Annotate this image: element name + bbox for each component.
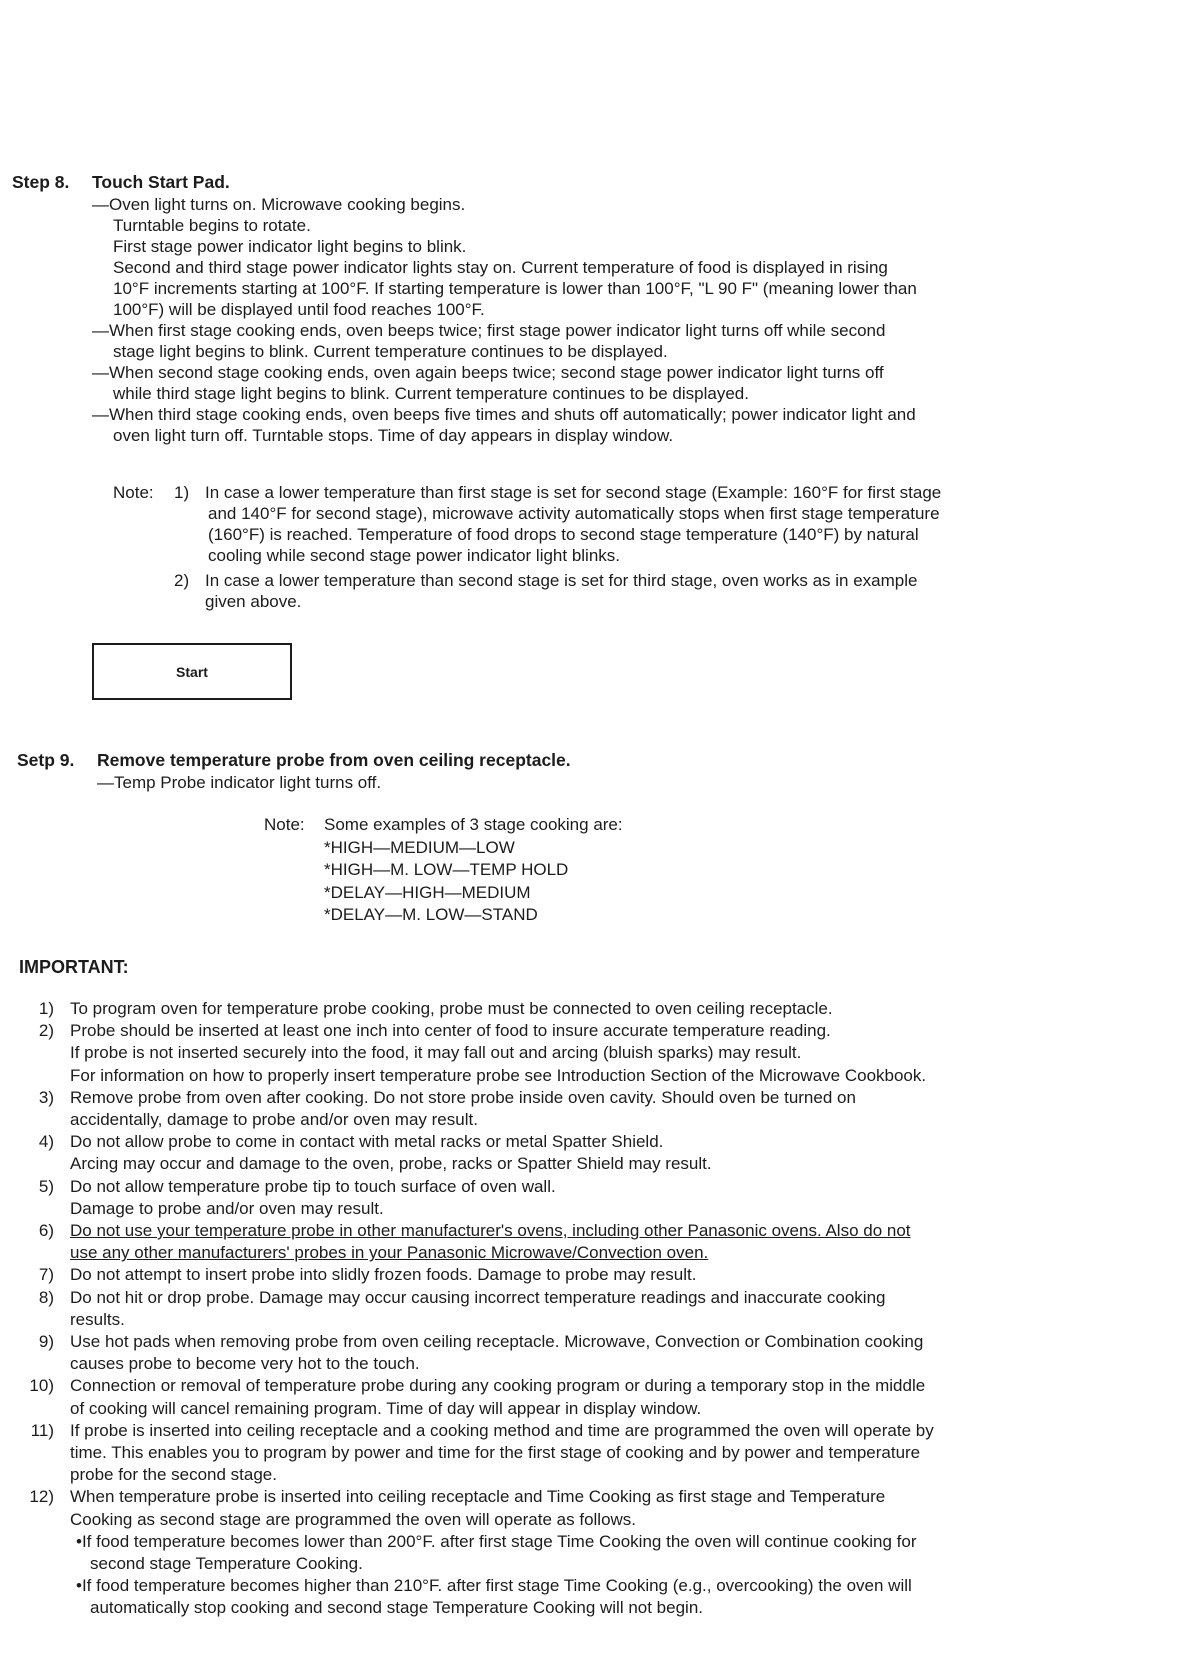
list-item [16, 1287, 934, 1331]
item-line: use any other manufacturers' probes in your Panasonic Microwave/Convection oven. [70, 1243, 709, 1263]
item-number: 11) [30, 1420, 54, 1440]
note-line: (160°F) is reached. Temperature of food drops to second stage temperature (140°F) by natural [208, 525, 919, 544]
bullet-line: second stage Temperature Cooking. [90, 1554, 363, 1574]
step-8-line: Second and third stage power indicator lights stay on. Current temperature of food is displayed in rising [113, 258, 888, 277]
step-9-note [264, 814, 623, 927]
step-8-line: stage light begins to blink. Current temperature continues to be displayed. [113, 342, 668, 361]
list-item [16, 1331, 934, 1375]
item-number: 2) [38, 1021, 54, 1041]
item-number: 5) [38, 1176, 54, 1196]
list-item [16, 1375, 934, 1419]
item-line: To program oven for temperature probe cooking, probe must be connected to oven ceiling receptacle. [70, 999, 833, 1018]
item-number: 4) [38, 1132, 54, 1152]
note-label: Note: [264, 815, 305, 834]
item-line: Do not allow temperature probe tip to touch surface of oven wall. [70, 1176, 556, 1196]
step-8-line: Turntable begins to rotate. [113, 216, 311, 235]
bullet-line: •If food temperature becomes lower than 200°F. after first stage Time Cooking the oven will continue cooking for [76, 1531, 917, 1551]
list-item [16, 998, 934, 1020]
item-line: Arcing may occur and damage to the oven, probe, racks or Spatter Shield may result. [70, 1154, 712, 1174]
important-list [16, 998, 934, 1620]
step-8-number: Step 8. [12, 172, 70, 192]
list-item [16, 1087, 934, 1131]
step-8-line: 100°F) will be displayed until food reaches 100°F. [113, 300, 485, 319]
step-8-line: oven light turn off. Turntable stops. Time of day appears in display window. [113, 426, 674, 445]
note-line: *DELAY—M. LOW—STAND [324, 905, 538, 924]
item-line: Remove probe from oven after cooking. Do not store probe inside oven cavity. Should oven be turned on [70, 1087, 856, 1107]
note-line: given above. [205, 592, 302, 611]
item-number: 1) [38, 999, 54, 1018]
item-number: 6) [38, 1221, 54, 1241]
item-line: When temperature probe is inserted into ceiling receptacle and Time Cooking as first stage and Temperature [70, 1487, 886, 1507]
step-8-line: First stage power indicator light begins to blink. [113, 237, 467, 256]
important-heading: IMPORTANT: [19, 957, 129, 977]
item-line: If probe is not inserted securely into the food, it may fall out and arcing (bluish sparks) may result. [70, 1043, 802, 1063]
item-number: 8) [38, 1287, 54, 1307]
list-item [16, 1264, 934, 1286]
item-number: 3) [38, 1087, 54, 1107]
item-line: Connection or removal of temperature probe during any cooking program or during a temporary stop in the middle [70, 1376, 926, 1396]
step-8-notes [113, 482, 941, 612]
step-8-line: while third stage light begins to blink. Current temperature continues to be displayed. [113, 384, 749, 403]
note-line: In case a lower temperature than first stage is set for second stage (Example: 160°F for first stage [205, 483, 942, 502]
step-8-line: —When second stage cooking ends, oven again beeps twice; second stage power indicator light turns off [92, 363, 884, 382]
item-line: Cooking as second stage are programmed the oven will operate as follows. [70, 1509, 637, 1529]
item-line: results. [70, 1309, 125, 1329]
step-8-section [12, 172, 917, 446]
step-9-number: Setp 9. [17, 750, 75, 770]
item-number: 7) [38, 1265, 54, 1285]
item-line: Damage to probe and/or oven may result. [70, 1198, 384, 1218]
step-8-line: —When third stage cooking ends, oven beeps five times and shuts off automatically; power indicator light and [92, 405, 916, 424]
step-8-line: 10°F increments starting at 100°F. If starting temperature is lower than 100°F, "L 90 F" (meaning lower than [113, 279, 917, 298]
list-item [16, 1020, 934, 1087]
item-line: of cooking will cancel remaining program. Time of day will appear in display window. [70, 1398, 702, 1418]
note-line: *HIGH—MEDIUM—LOW [324, 837, 515, 857]
item-number: 10) [29, 1376, 54, 1396]
step-8-line: —Oven light turns on. Microwave cooking begins. [92, 195, 466, 214]
step-9-title: Remove temperature probe from oven ceiling receptacle. [97, 750, 571, 770]
note-line: and 140°F for second stage), microwave activity automatically stops when first stage temperature [208, 504, 940, 523]
item-number: 9) [38, 1332, 54, 1352]
item-line: Do not allow probe to come in contact with metal racks or metal Spatter Shield. [70, 1132, 664, 1152]
note-line: In case a lower temperature than second stage is set for third stage, oven works as in example [205, 571, 918, 590]
bullet-line: •If food temperature becomes higher than 210°F. after first stage Time Cooking (e.g., overcooking) the oven will [76, 1576, 912, 1596]
list-item [16, 1420, 934, 1487]
bullet-line: automatically stop cooking and second stage Temperature Cooking will not begin. [90, 1598, 703, 1618]
item-line: causes probe to become very hot to the touch. [70, 1354, 420, 1374]
step-8-title: Touch Start Pad. [92, 172, 230, 192]
note-line: *HIGH—M. LOW—TEMP HOLD [324, 860, 569, 879]
item-line: Do not use your temperature probe in other manufacturer's ovens, including other Panasonic ovens. Also do not [70, 1221, 911, 1241]
note-number: 2) [174, 571, 190, 590]
list-item [16, 1220, 934, 1264]
note-line: cooling while second stage power indicator light blinks. [208, 546, 621, 565]
start-pad-label: Start [176, 663, 208, 680]
item-number: 12) [29, 1487, 54, 1507]
note-line: *DELAY—HIGH—MEDIUM [324, 882, 531, 902]
item-line: probe for the second stage. [70, 1465, 277, 1485]
item-line: If probe is inserted into ceiling receptacle and a cooking method and time are programmed the oven will operate by [70, 1420, 934, 1440]
step-9-section [17, 750, 571, 793]
item-line: Do not attempt to insert probe into slidly frozen foods. Damage to probe may result. [70, 1265, 697, 1285]
list-item [16, 1486, 934, 1619]
item-line: Do not hit or drop probe. Damage may occur causing incorrect temperature readings and inaccurate cooking [70, 1287, 886, 1307]
item-line: Use hot pads when removing probe from oven ceiling receptacle. Microwave, Convection or Combination cooking [70, 1332, 924, 1352]
note-line: Some examples of 3 stage cooking are: [324, 815, 623, 834]
note-label: Note: [113, 483, 154, 502]
item-line: Probe should be inserted at least one inch into center of food to insure accurate temperature reading. [70, 1021, 831, 1041]
note-number: 1) [174, 483, 190, 502]
list-item [16, 1131, 934, 1175]
item-line: accidentally, damage to probe and/or oven may result. [70, 1110, 478, 1130]
step-8-line: —When first stage cooking ends, oven beeps twice; first stage power indicator light turns off while second [92, 321, 886, 340]
list-item [16, 1176, 934, 1220]
start-pad-illustration [92, 643, 292, 700]
item-line: For information on how to properly insert temperature probe see Introduction Section of the Microwave Cookbook. [70, 1065, 927, 1085]
item-line: time. This enables you to program by power and time for the first stage of cooking and by power and temperature [70, 1443, 921, 1463]
step-9-line: —Temp Probe indicator light turns off. [97, 773, 382, 792]
